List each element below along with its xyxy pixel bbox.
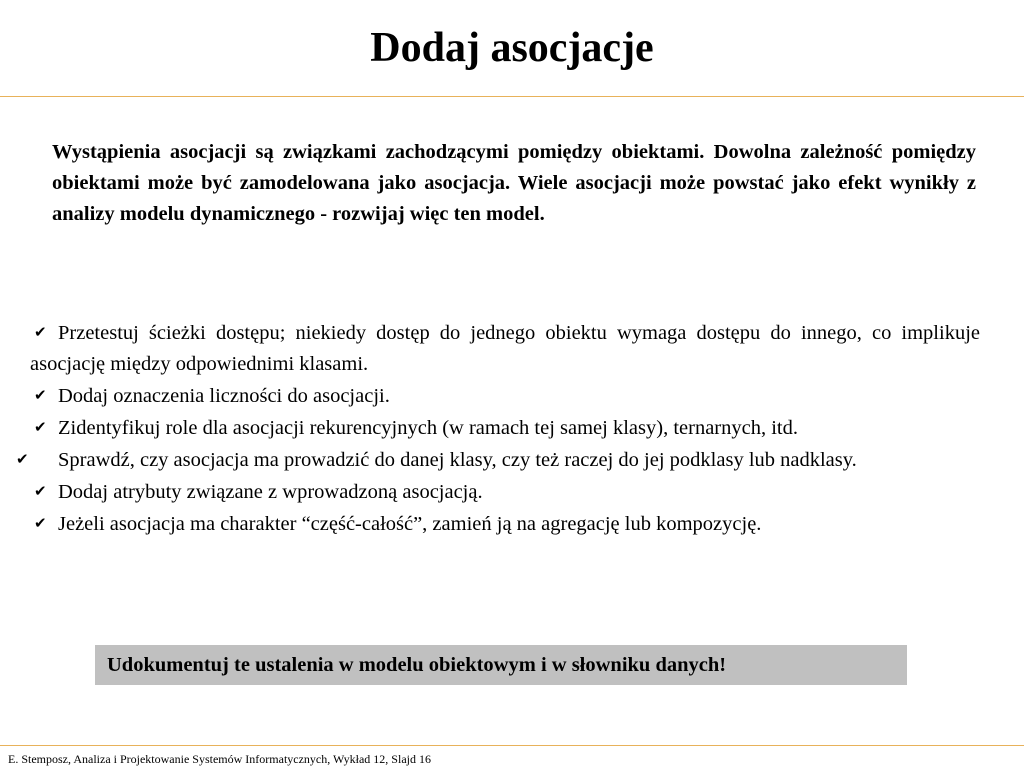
bullet-text: Sprawdź, czy asocjacja ma prowadzić do danej klasy, czy też raczej do jej podklasy lub nadklasy. <box>58 449 857 471</box>
footer-divider <box>0 745 1024 746</box>
list-item <box>30 508 980 540</box>
list-item <box>30 380 980 412</box>
callout-text: Udokumentuj te ustalenia w modelu obiektowym i w słowniku danych! <box>107 654 727 676</box>
list-item <box>30 317 980 380</box>
check-icon: ✔ <box>16 450 29 468</box>
check-icon: ✔ <box>34 386 47 404</box>
bullet-list <box>16 317 980 540</box>
slide-title: Dodaj asocjacje <box>370 25 654 71</box>
intro-paragraph: Wystąpienia asocjacji są związkami zachodzącymi pomiędzy obiektami. Dowolna zależność pomiędzy obiektami może być zamodelowana jako asocjacja. Wiele asocjacji może powstać jako efekt wynikły z analizy modelu dynamicznego - rozwijaj więc ten model. <box>52 141 976 225</box>
list-item <box>16 444 980 476</box>
bullet-text: Dodaj atrybuty związane z wprowadzoną asocjacją. <box>58 481 483 503</box>
bullet-text: Dodaj oznaczenia liczności do asocjacji. <box>58 385 390 407</box>
list-item <box>30 476 980 508</box>
list-item <box>30 412 980 444</box>
callout-box <box>95 645 907 685</box>
bullet-text: Jeżeli asocjacja ma charakter “część-całość”, zamień ją na agregację lub kompozycję. <box>58 513 762 535</box>
bullet-text: Przetestuj ścieżki dostępu; niekiedy dostęp do jednego obiektu wymaga dostępu do innego, co implikuje asocjację między odpowiednimi klasami. <box>30 322 980 375</box>
header-divider <box>0 96 1024 97</box>
check-icon: ✔ <box>34 418 47 436</box>
check-icon: ✔ <box>34 482 47 500</box>
check-icon: ✔ <box>34 514 47 532</box>
bullet-text: Zidentyfikuj role dla asocjacji rekurencyjnych (w ramach tej samej klasy), ternarnych, itd. <box>58 417 798 439</box>
footer-text: E. Stemposz, Analiza i Projektowanie Systemów Informatycznych, Wykład 12, Slajd 16 <box>8 752 431 766</box>
check-icon: ✔ <box>34 323 47 341</box>
